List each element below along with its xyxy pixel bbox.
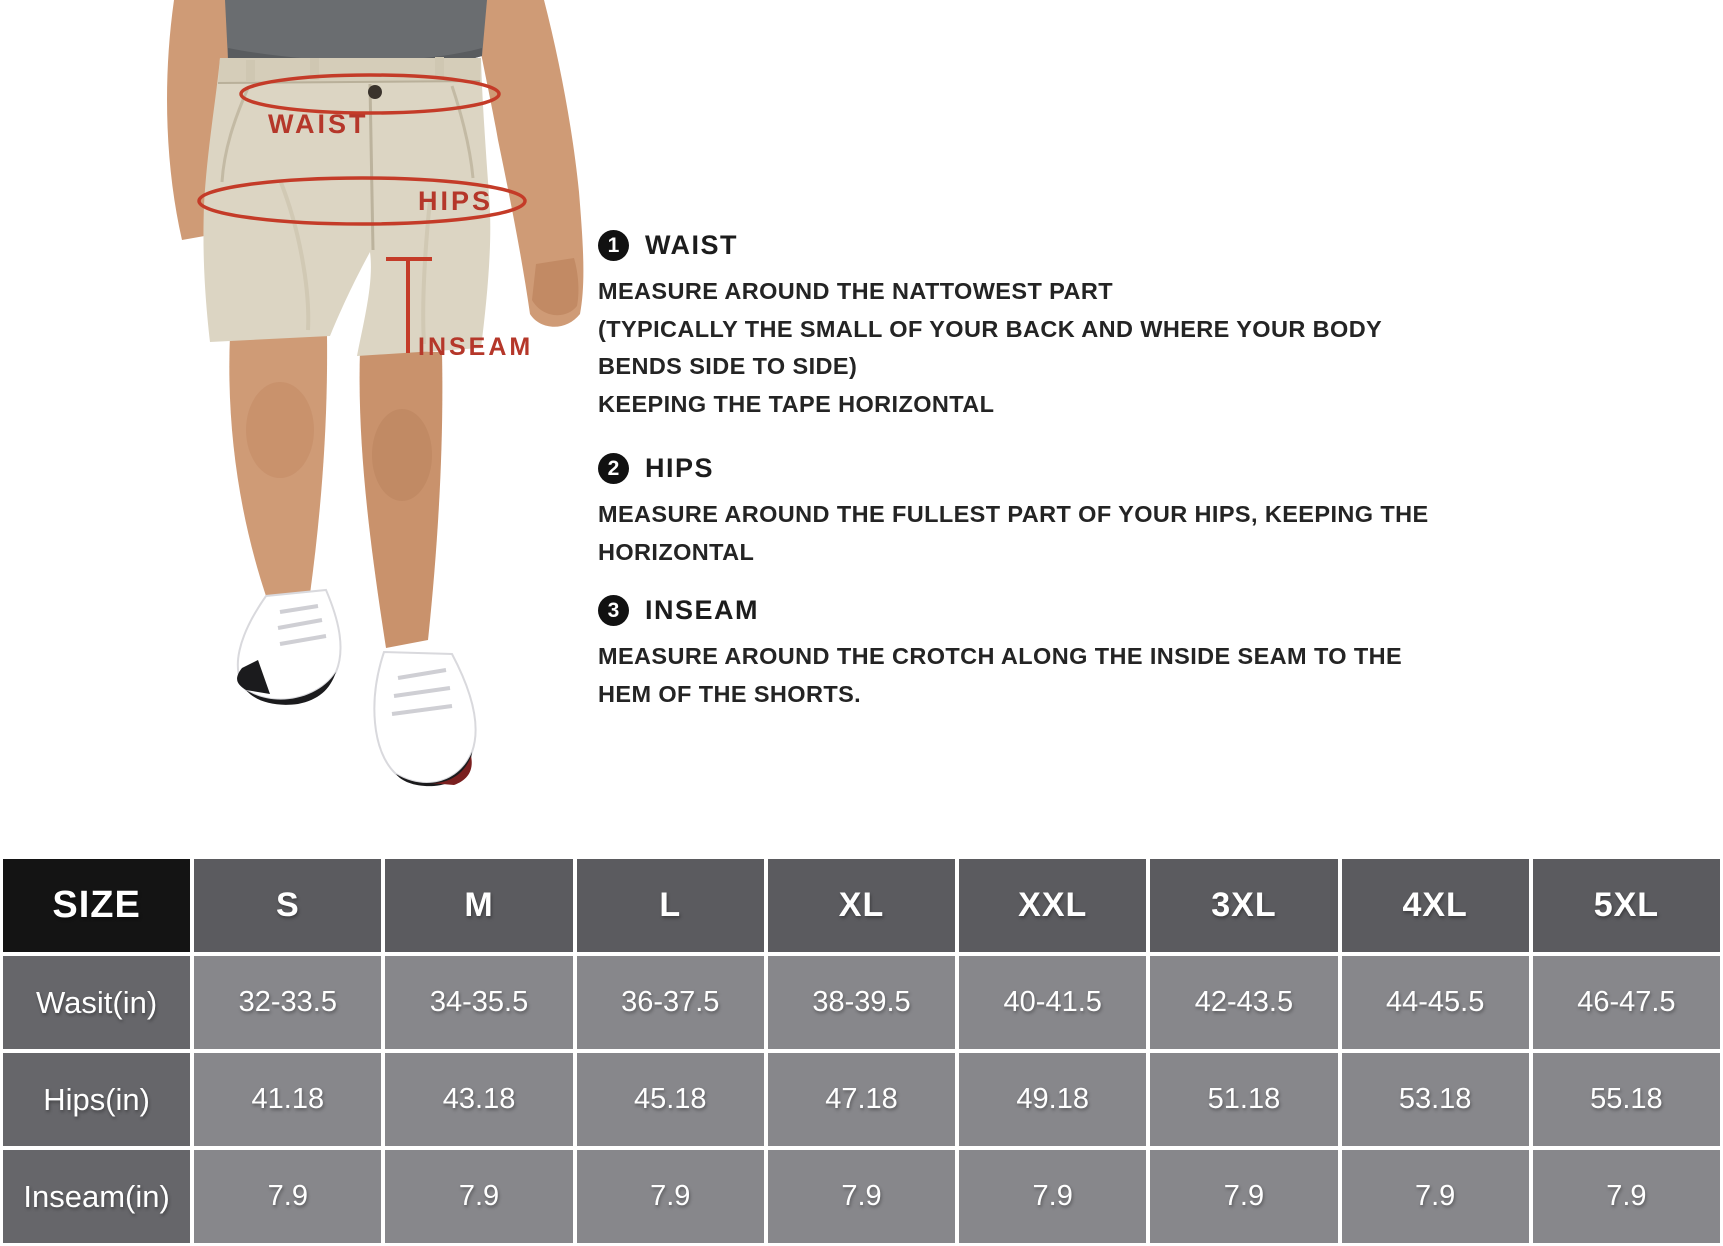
inseam-instructions bbox=[598, 595, 1438, 713]
legs-shape bbox=[229, 335, 442, 648]
waist-heading bbox=[598, 230, 1438, 261]
inseam-instruction-line: MEASURE AROUND THE CROTCH ALONG THE INSIDE SEAM TO THE bbox=[598, 643, 1403, 669]
hips-title: HIPS bbox=[645, 453, 715, 483]
inseam-value: 7.9 bbox=[1533, 1150, 1720, 1243]
inseam-value: 7.9 bbox=[1342, 1150, 1529, 1243]
hips-heading bbox=[598, 453, 1438, 484]
number-3-badge: 3 bbox=[598, 595, 629, 626]
inseam-instruction-line: HEM OF THE SHORTS. bbox=[598, 680, 862, 707]
waist-instruction-line: (TYPICALLY THE SMALL OF YOUR BACK AND WHERE YOUR BODY bbox=[598, 315, 1383, 342]
inseam-row-label: Inseam(in) bbox=[3, 1150, 190, 1243]
inseam-value: 7.9 bbox=[385, 1150, 572, 1243]
waist-value: 44-45.5 bbox=[1342, 956, 1529, 1049]
size-table-header-5xl: 5XL bbox=[1533, 859, 1720, 952]
number-2-badge: 2 bbox=[598, 453, 629, 484]
hips-annotation-label: HIPS bbox=[418, 186, 494, 216]
inseam-value: 7.9 bbox=[194, 1150, 381, 1243]
waist-instruction-line: MEASURE AROUND THE NATTOWEST PART bbox=[598, 278, 1113, 304]
size-table-header-xxl: XXL bbox=[959, 859, 1146, 952]
hips-value: 53.18 bbox=[1342, 1053, 1529, 1146]
waist-value: 38-39.5 bbox=[768, 956, 955, 1049]
waist-value: 46-47.5 bbox=[1533, 956, 1720, 1049]
waist-instructions bbox=[598, 230, 1438, 423]
shoes-shape bbox=[237, 590, 476, 786]
inseam-heading bbox=[598, 595, 1438, 626]
waist-value: 32-33.5 bbox=[194, 956, 381, 1049]
waist-value: 34-35.5 bbox=[385, 956, 572, 1049]
inseam-value: 7.9 bbox=[1150, 1150, 1337, 1243]
hips-instruction-line: HORIZONTAL bbox=[598, 538, 755, 565]
hips-value: 55.18 bbox=[1533, 1053, 1720, 1146]
size-table-header-size: SIZE bbox=[3, 859, 190, 952]
inseam-title: INSEAM bbox=[645, 595, 760, 625]
hips-value: 51.18 bbox=[1150, 1053, 1337, 1146]
hips-instruction-line: MEASURE AROUND THE FULLEST PART OF YOUR HIPS, KEEPING THE bbox=[598, 501, 1429, 527]
product-photo bbox=[130, 0, 600, 860]
hips-instructions bbox=[598, 453, 1438, 571]
size-table-header-3xl: 3XL bbox=[1150, 859, 1337, 952]
hips-value: 41.18 bbox=[194, 1053, 381, 1146]
inseam-annotation-label: INSEAM bbox=[418, 333, 534, 361]
inseam-value: 7.9 bbox=[959, 1150, 1146, 1243]
inseam-value: 7.9 bbox=[768, 1150, 955, 1243]
waist-annotation-label: WAIST bbox=[268, 109, 369, 139]
size-table-header-s: S bbox=[194, 859, 381, 952]
size-table bbox=[0, 856, 1723, 1246]
number-1-badge: 1 bbox=[598, 230, 629, 261]
hips-value: 43.18 bbox=[385, 1053, 572, 1146]
waist-instruction-line: BENDS SIDE TO SIDE) bbox=[598, 353, 858, 380]
waist-value: 42-43.5 bbox=[1150, 956, 1337, 1049]
waist-row-label: Wasit(in) bbox=[3, 956, 190, 1049]
size-table-header-l: L bbox=[577, 859, 764, 952]
hips-value: 49.18 bbox=[959, 1053, 1146, 1146]
hips-value: 47.18 bbox=[768, 1053, 955, 1146]
inseam-value: 7.9 bbox=[577, 1150, 764, 1243]
waist-value: 40-41.5 bbox=[959, 956, 1146, 1049]
size-table-header-m: M bbox=[385, 859, 572, 952]
size-table-header-4xl: 4XL bbox=[1342, 859, 1529, 952]
waist-title: WAIST bbox=[645, 230, 738, 260]
hips-row-label: Hips(in) bbox=[3, 1053, 190, 1146]
size-table-header-xl: XL bbox=[768, 859, 955, 952]
waist-instruction-line: KEEPING THE TAPE HORIZONTAL bbox=[598, 390, 995, 417]
hips-value: 45.18 bbox=[577, 1053, 764, 1146]
waist-value: 36-37.5 bbox=[577, 956, 764, 1049]
